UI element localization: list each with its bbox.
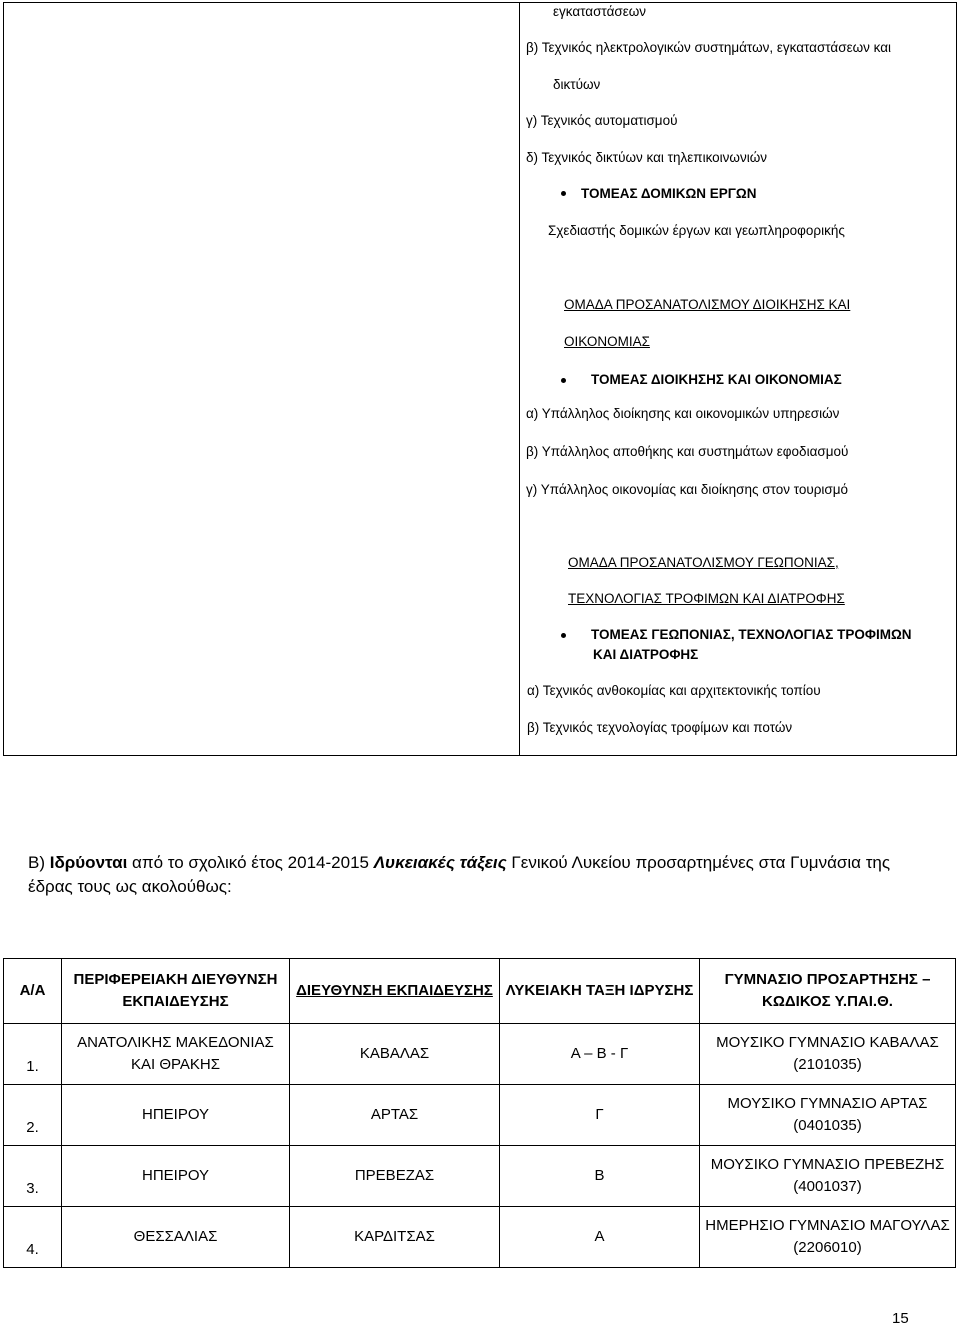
sector-heading-geoponias: ΚΑΙ ΔΙΑΤΡΟΦΗΣ <box>593 647 699 662</box>
list-line: β) Τεχνικός τεχνολογίας τροφίμων και ποτών <box>527 720 793 735</box>
cell-directorate: ΠΡΕΒΕΖΑΣ <box>290 1146 500 1207</box>
header-directorate-text: ΔΙΕΥΘΥΝΣΗ ΕΚΠΑΙΔΕΥΣΗΣ <box>296 982 493 999</box>
group-heading-geoponias: ΤΕΧΝΟΛΟΓΙΑΣ ΤΡΟΦΙΜΩΝ ΚΑΙ ΔΙΑΤΡΟΦΗΣ <box>568 591 845 606</box>
cell-directorate: ΚΑΒΑΛΑΣ <box>290 1024 500 1085</box>
header-directorate <box>290 959 500 1024</box>
list-line: β) Τεχνικός ηλεκτρολογικών συστημάτων, εγκαταστάσεων και <box>526 40 892 55</box>
header-region: ΠΕΡΙΦΕΡΕΙΑΚΗ ΔΙΕΥΘΥΝΣΗ ΕΚΠΑΙΔΕΥΣΗΣ <box>62 959 290 1024</box>
cell-aa: 4. <box>4 1207 62 1268</box>
list-line: εγκαταστάσεων <box>553 4 647 19</box>
cell-aa: 1. <box>4 1024 62 1085</box>
group-heading-geoponias: ΟΜΑΔΑ ΠΡΟΣΑΝΑΤΟΛΙΣΜΟΥ ΓΕΩΠΟΝΙΑΣ, <box>568 555 839 570</box>
bullet-icon <box>561 378 566 383</box>
table-row <box>4 1207 956 1268</box>
cell-school: ΜΟΥΣΙΚΟ ΓΥΜΝΑΣΙΟ ΠΡΕΒΕΖΗΣ (4001037) <box>700 1146 956 1207</box>
header-class: ΛΥΚΕΙΑΚΗ ΤΑΞΗ ΙΔΡΥΣΗΣ <box>500 959 700 1024</box>
intro-paragraph <box>28 851 928 899</box>
cell-region: ΗΠΕΙΡΟΥ <box>62 1146 290 1207</box>
column-divider <box>519 3 520 755</box>
list-line: α) Υπάλληλος διοίκησης και οικονομικών υπηρεσιών <box>526 406 840 421</box>
cell-directorate: ΚΑΡΔΙΤΣΑΣ <box>290 1207 500 1268</box>
intro-suffix: Γενικού Λυκείου προσαρτημένες στα Γυμνάσια της έδρας τους ως ακολούθως: <box>28 853 891 896</box>
list-line: γ) Τεχνικός αυτοματισμού <box>526 113 678 128</box>
table-row <box>4 1085 956 1146</box>
cell-school: ΜΟΥΣΙΚΟ ΓΥΜΝΑΣΙΟ ΑΡΤΑΣ (0401035) <box>700 1085 956 1146</box>
header-school: ΓΥΜΝΑΣΙΟ ΠΡΟΣΑΡΤΗΣΗΣ – ΚΩΔΙΚΟΣ Υ.ΠΑΙ.Θ. <box>700 959 956 1024</box>
table-row <box>4 1024 956 1085</box>
cell-class: Β <box>500 1146 700 1207</box>
cell-aa: 2. <box>4 1085 62 1146</box>
cell-region: ΘΕΣΣΑΛΙΑΣ <box>62 1207 290 1268</box>
sector-heading-dioikisis: ΤΟΜΕΑΣ ΔΙΟΙΚΗΣΗΣ ΚΑΙ ΟΙΚΟΝΟΜΙΑΣ <box>591 372 842 387</box>
sector-heading-geoponias: ΤΟΜΕΑΣ ΓΕΩΠΟΝΙΑΣ, ΤΕΧΝΟΛΟΓΙΑΣ ΤΡΟΦΙΜΩΝ <box>591 627 912 642</box>
intro-bold-italic: Λυκειακές τάξεις <box>373 853 507 872</box>
cell-directorate: ΑΡΤΑΣ <box>290 1085 500 1146</box>
cell-region: ΗΠΕΙΡΟΥ <box>62 1085 290 1146</box>
cell-school: ΗΜΕΡΗΣΙΟ ΓΥΜΝΑΣΙΟ ΜΑΓΟΥΛΑΣ (2206010) <box>700 1207 956 1268</box>
list-line: δ) Τεχνικός δικτύων και τηλεπικοινωνιών <box>526 150 767 165</box>
cell-class: Α – Β - Γ <box>500 1024 700 1085</box>
table-row <box>4 1146 956 1207</box>
cell-aa: 3. <box>4 1146 62 1207</box>
list-line: γ) Υπάλληλος οικονομίας και διοίκησης στον τουρισμό <box>526 482 849 497</box>
list-line: β) Υπάλληλος αποθήκης και συστημάτων εφοδιασμού <box>526 444 849 459</box>
cell-school: ΜΟΥΣΙΚΟ ΓΥΜΝΑΣΙΟ ΚΑΒΑΛΑΣ (2101035) <box>700 1024 956 1085</box>
page-number: 15 <box>892 1310 909 1327</box>
cell-region: ΑΝΑΤΟΛΙΚΗΣ ΜΑΚΕΔΟΝΙΑΣ ΚΑΙ ΘΡΑΚΗΣ <box>62 1024 290 1085</box>
intro-middle: από το σχολικό έτος 2014-2015 <box>127 853 374 872</box>
list-line: δικτύων <box>553 77 601 92</box>
intro-prefix: Β) <box>28 853 50 872</box>
bullet-icon <box>561 191 566 196</box>
header-aa: Α/Α <box>4 959 62 1024</box>
schools-table <box>3 958 956 1268</box>
cell-class: Γ <box>500 1085 700 1146</box>
bullet-icon <box>561 633 566 638</box>
group-heading-dioikisis: ΟΙΚΟΝΟΜΙΑΣ <box>564 334 650 349</box>
group-heading-dioikisis: ΟΜΑΔΑ ΠΡΟΣΑΝΑΤΟΛΙΣΜΟΥ ΔΙΟΙΚΗΣΗΣ ΚΑΙ <box>564 297 851 312</box>
list-line: Σχεδιαστής δομικών έργων και γεωπληροφορικής <box>548 223 845 238</box>
table-header-row <box>4 959 956 1024</box>
intro-bold: Ιδρύονται <box>49 853 128 872</box>
list-line: α) Τεχνικός ανθοκομίας και αρχιτεκτονικής τοπίου <box>527 683 821 698</box>
cell-class: Α <box>500 1207 700 1268</box>
sector-heading-domikon: ΤΟΜΕΑΣ ΔΟΜΙΚΩΝ ΕΡΓΩΝ <box>581 186 757 201</box>
